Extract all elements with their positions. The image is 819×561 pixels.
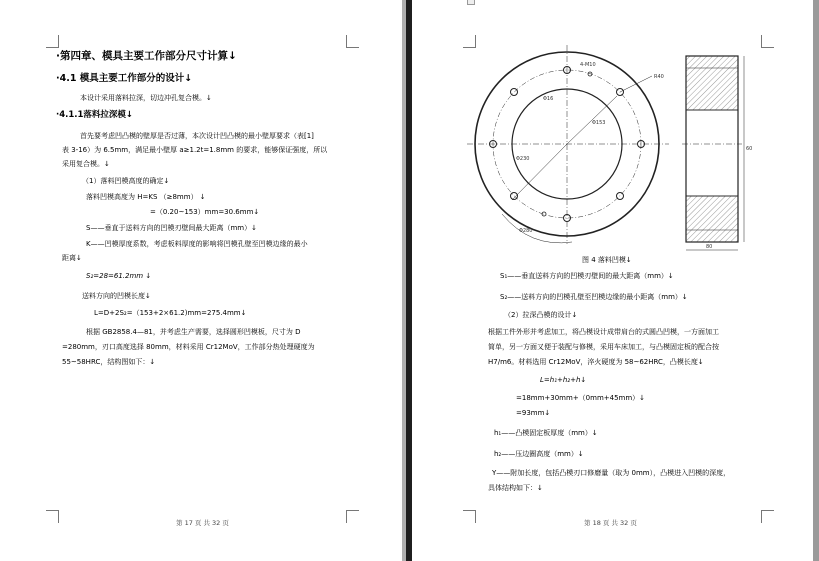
dim-label: Φ16	[543, 96, 554, 102]
definition: Y——附加长度，包括凸模刃口修磨量（取为 0mm），凸模进入凹模的深度，	[492, 469, 731, 477]
formula: S₂=28=61.2mm ↓	[86, 272, 152, 280]
page-footer: 第 18 页 共 32 页	[584, 519, 637, 527]
definition: S₁——垂直送料方向的凹模刃壁间的最大距离（mm）↓	[500, 272, 674, 280]
crop-mark-top-left	[46, 35, 59, 48]
document-page-17	[0, 0, 402, 561]
dim-label: 80	[706, 244, 713, 250]
right-margin	[813, 0, 819, 561]
paragraph-line: 表 3-16）为 6.5mm，满足最小壁厚 a≥1.2t=1.8mm 的要求，能够保证强度，所以	[62, 146, 328, 154]
label: 送料方向的凹模长度↓	[82, 292, 151, 300]
formula: =18mm+30mm+（0mm+45mm）↓	[516, 394, 646, 402]
page-footer: 第 17 页 共 32 页	[176, 519, 229, 527]
paragraph-line: 简单，另一方面又便于装配与修模，采用车床加工，与凸模固定板的配合按	[488, 343, 719, 351]
crop-mark-bottom-left	[463, 510, 476, 523]
section-title: ·4.1 模具主要工作部分的设计↓	[56, 73, 193, 84]
crop-mark-bottom-right	[761, 510, 774, 523]
subsection-title: ·4.1.1落料拉深模↓	[56, 110, 134, 120]
formula: L=h₁+h₂+h↓	[540, 376, 587, 384]
chapter-title: ·第四章、模具主要工作部分尺寸计算↓	[56, 50, 237, 62]
definition: S——垂直于送料方向的凹模刃壁间最大距离（mm）↓	[86, 224, 257, 232]
dim-label: Φ230	[516, 156, 530, 162]
dim-label: Φ153	[592, 120, 606, 126]
paragraph-line: 根据工件外形并考虑加工，将凸模设计成带肩台的式圆凸凹模，一方面加工	[488, 328, 719, 336]
paragraph-line: 采用复合模。↓	[62, 160, 110, 168]
definition: h₁——凸模固定板厚度（mm）↓	[494, 429, 598, 437]
list-item: （2）拉深凸模的设计↓	[504, 311, 578, 319]
crop-mark-bottom-right	[346, 510, 359, 523]
formula: =（0.20~153）mm=30.6mm↓	[150, 208, 260, 216]
dim-label: R40	[654, 74, 664, 80]
paragraph-line: H7/m6。材料选用 Cr12MoV，淬火硬度为 58~62HRC，凸模长度↓	[488, 358, 704, 366]
list-item: （1）落料凹模高度的确定↓	[82, 177, 170, 185]
paragraph-line: 根据 GB2858.4—81，并考虑生产需要，选择圆形凹模板，尺寸为 D	[86, 328, 301, 336]
definition: 距离↓	[62, 254, 82, 262]
formula: L=D+2S₂=（153+2×61.2)mm=275.4mm↓	[94, 309, 247, 317]
definition: h₂——压边圈高度（mm）↓	[494, 450, 584, 458]
formula: 落料凹模高度为 H=KS （≥8mm） ↓	[86, 193, 206, 201]
paragraph-line: 55~58HRC，结构图如下：↓	[62, 358, 156, 366]
crop-mark-top-right	[346, 35, 359, 48]
definition: 具体结构如下：↓	[488, 484, 543, 492]
die-drawing	[412, 0, 813, 270]
dim-label: 60	[746, 146, 753, 152]
front-view	[467, 45, 669, 244]
definition: S₂——送料方向的凹模孔壁至凹模边缘的最小距离（mm）↓	[500, 293, 688, 301]
intro-text: 本设计采用落料拉深，切边冲孔复合模。↓	[80, 94, 212, 102]
document-page-18	[412, 0, 813, 561]
paragraph-line: =280mm，刃口高度选择 80mm，材料采用 Cr12MoV，工作部分热处理硬度为	[62, 343, 315, 351]
crop-mark-bottom-left	[46, 510, 59, 523]
formula: =93mm↓	[516, 409, 551, 417]
dim-label: Φ280	[519, 228, 533, 234]
figure-caption: 图 4 落料凹模↓	[582, 256, 632, 264]
dim-label: 4-M10	[580, 62, 596, 68]
paragraph-line: 首先要考虑凹凸模的壁厚是否过薄，本次设计凹凸模的最小壁厚要求（表[1]	[80, 132, 314, 140]
definition: K——凹模厚度系数，考虑板料厚度的影响将凹模孔壁至凹模边缘的最小	[86, 240, 308, 248]
side-view	[682, 56, 744, 250]
